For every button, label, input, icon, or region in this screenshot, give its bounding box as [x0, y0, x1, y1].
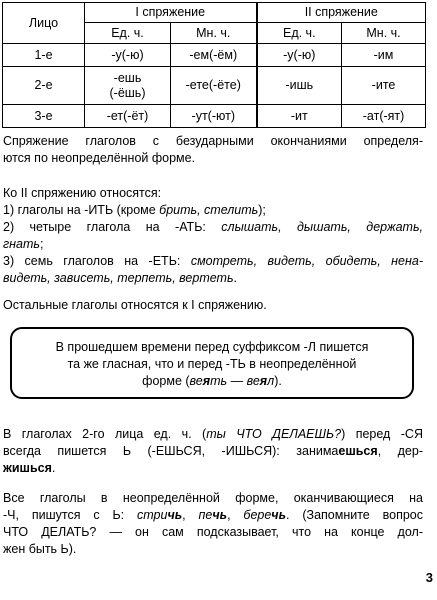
- paragraph-first-conjugation: Остальные глаголы относятся к I спряжению.: [3, 298, 267, 312]
- header-person: Лицо: [3, 3, 85, 44]
- table-row: [3, 44, 426, 67]
- ending-cell: -им: [342, 44, 426, 67]
- example-word: стричь: [137, 508, 183, 522]
- table-row: [3, 105, 426, 128]
- person-cell: 2-е: [3, 67, 85, 105]
- ending-cell: [85, 67, 171, 105]
- ending-cell: -ишь: [257, 67, 342, 105]
- list-item: 2) четыре глагола на -АТЬ: слышать, дышать, держать,: [3, 220, 423, 234]
- list-item-cont: гнать;: [3, 237, 44, 251]
- example-word: печь: [198, 508, 228, 522]
- ending-cell: -ем(-ём): [171, 44, 257, 67]
- example-word: беречь: [243, 508, 287, 522]
- person-cell: 1-е: [3, 44, 85, 67]
- text-line: Спряжение глаголов с безударными окончаниями определя-: [3, 134, 423, 148]
- text-line: всегда пишется Ь (-ЕШЬСЯ, -ИШЬСЯ): занимаешься, дер-: [3, 444, 423, 458]
- ending-line: (-ёшь): [109, 85, 146, 100]
- ending-cell: -ит: [257, 105, 342, 128]
- table-row: [3, 67, 426, 105]
- header-conj-1: I спряжение: [85, 3, 257, 23]
- paragraph-reflexive-verbs: [3, 426, 423, 477]
- text-line: та же гласная, что и перед -ТЬ в неопределённой: [67, 357, 357, 371]
- text-line: -Ч, пишутся с Ь: стричь, печь, беречь. (Запомните вопрос: [3, 508, 423, 522]
- ending-cell: -ут(-ют): [171, 105, 257, 128]
- ending-cell: -ат(-ят): [342, 105, 426, 128]
- header-conj2-singular: Ед. ч.: [257, 23, 342, 44]
- ending-cell: -ет(-ёт): [85, 105, 171, 128]
- header-conj1-plural: Мн. ч.: [171, 23, 257, 44]
- header-conj2-plural: Мн. ч.: [342, 23, 426, 44]
- ending-line: -ешь: [113, 70, 142, 85]
- text-line: Все глаголы в неопределённой форме, оканчивающиеся на: [3, 491, 423, 505]
- text-line: ются по неопределённой форме.: [3, 151, 196, 165]
- conjugation-table: [2, 2, 426, 128]
- paragraph-ch-verbs: [3, 490, 423, 558]
- page-number: 3: [425, 570, 433, 585]
- ending-cell: -у(-ю): [257, 44, 342, 67]
- paragraph-second-conjugation: [3, 185, 423, 287]
- header-conj-2: II спряжение: [257, 3, 426, 23]
- example-word: веял: [246, 374, 275, 388]
- text-line: жишься.: [3, 461, 56, 475]
- ending-cell: -у(-ю): [85, 44, 171, 67]
- list-item: 1) глаголы на -ИТЬ (кроме брить, стелить);: [3, 203, 266, 217]
- ending-cell: -ите: [342, 67, 426, 105]
- rule-box-past-tense: [10, 327, 414, 399]
- text-line: жен быть Ь).: [3, 542, 77, 556]
- paragraph-rule-unstressed: [3, 133, 423, 167]
- text-line: В глаголах 2-го лица ед. ч. (ты ЧТО ДЕЛАЕШЬ?) перед -СЯ: [3, 427, 423, 441]
- example-word: веять: [189, 374, 228, 388]
- text-line: ЧТО ДЕЛАТЬ? — он сам подсказывает, что на конце дол-: [3, 525, 423, 539]
- header-conj1-singular: Ед. ч.: [85, 23, 171, 44]
- text-line: форме (веять — веял).: [142, 374, 282, 388]
- list-item: 3) семь глаголов на -ЕТЬ: смотреть, видеть, обидеть, нена-: [3, 254, 423, 268]
- text-line: Ко II спряжению относятся:: [3, 186, 162, 200]
- ending-cell: -ете(-ёте): [171, 67, 257, 105]
- text-line: В прошедшем времени перед суффиксом -Л пишется: [55, 340, 369, 354]
- person-cell: 3-е: [3, 105, 85, 128]
- list-item-cont: видеть, зависеть, терпеть, вертеть.: [3, 271, 238, 285]
